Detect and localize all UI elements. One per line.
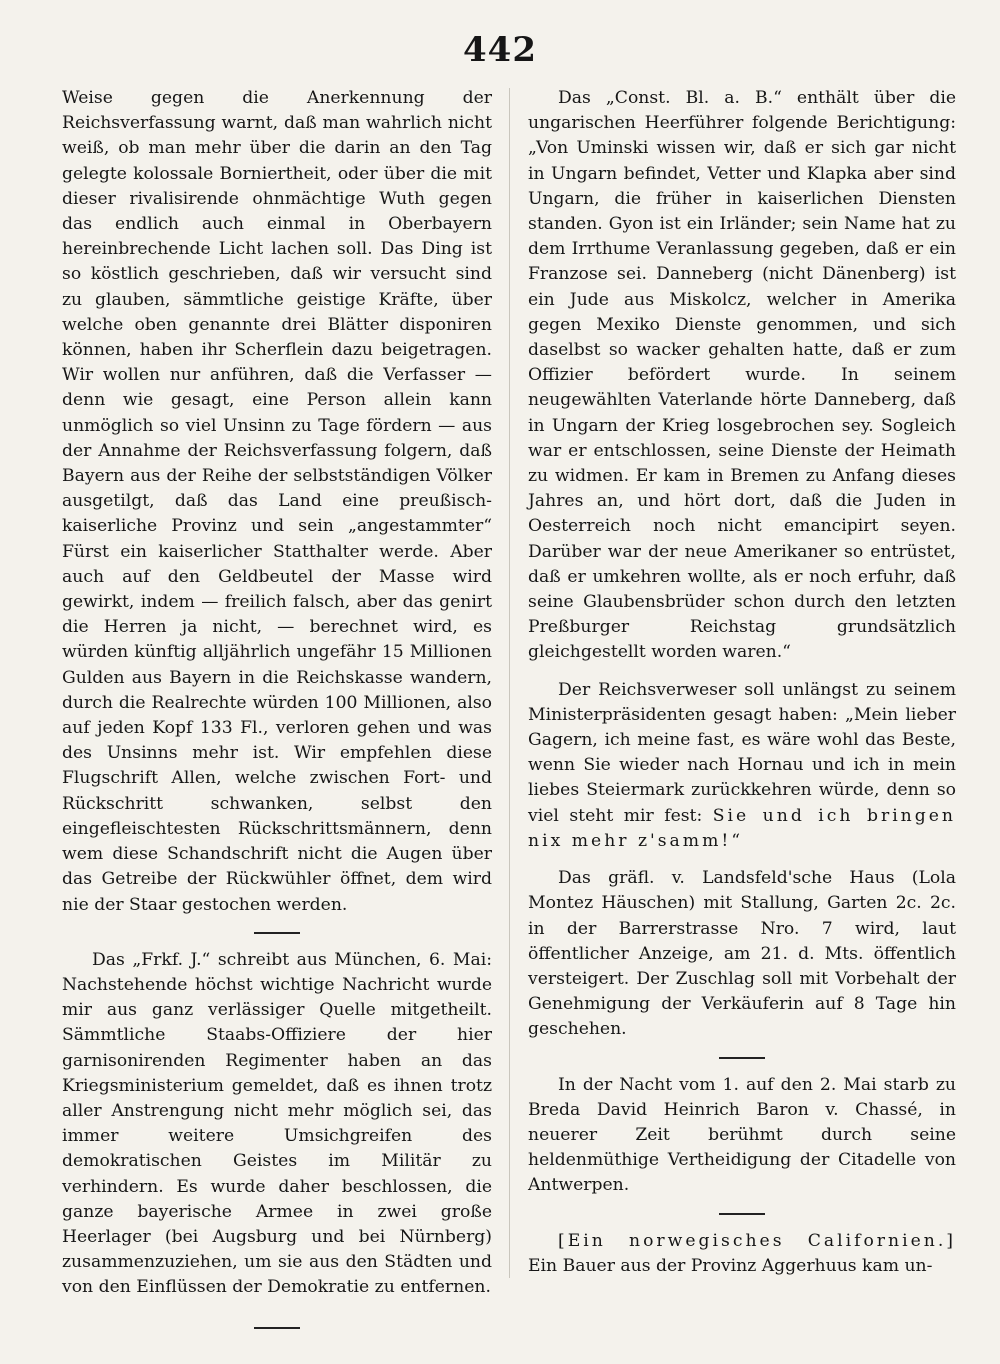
norwegian-california-heading: [Ein norwegisches Californien.]: [558, 1230, 956, 1251]
article-separator: [254, 1327, 300, 1329]
page-number: 442: [463, 30, 537, 70]
article-reichsverweser: [528, 678, 956, 854]
article-norwegian-california: [528, 1229, 956, 1279]
article-separator: [719, 1057, 765, 1059]
article-landsfeld-house: Das gräfl. v. Landsfeld'sche Haus (Lola Montez Häuschen) mit Stallung, Garten 2c. 2c. in der Barrerstrasse Nro. 7 wird, laut öffentlicher Anzeige, am 21. d. Mts. öffentlich versteigert. Der Zuschlag soll mit Vorbehalt der Genehmigung der Verkäuferin auf 8 Tage hin geschehen.: [528, 868, 956, 1040]
article-baron-chasse: In der Nacht vom 1. auf den 2. Mai starb zu Breda David Heinrich Baron v. Chassé, in neuerer Zeit berühmt durch seine heldenmüthige Vertheidigung der Citadelle von Antwerpen.: [528, 1074, 956, 1196]
article-separator: [254, 932, 300, 934]
article-hungarian-commanders: Das „Const. Bl. a. B.“ enthält über die ungarischen Heerführer folgende Berichtigung: „Von Uminski wissen wir, daß er sich gar nicht in Ungarn befindet, Vetter und Klapka aber sind Ungarn, die früher in kaiserlichen Diensten standen. Gyon ist ein Irländer; sein Name hat zu dem Irrthume Veranlassung gegeben, daß er ein Franzose sei. Danneberg (nicht Dänenberg) ist ein Jude aus Miskolcz, welcher in Amerika gegen Mexiko Dienste genommen, und sich daselbst so wacker gehalten hatte, daß er zum Offizier befördert wurde. In seinem neugewählten Vaterlande hörte Danneberg, daß in Ungarn der Krieg losgebrochen sey. Sogleich war er entschlossen, seine Dienste der Heimath zu widmen. Er kam in Bremen zu Anfang dieses Jahres an, und hört dort, daß die Juden in Oesterreich noch nicht emancipirt seyen. Darüber war der neue Amerikaner so entrüstet, daß er umkehren wollte, als er noch erfuhr, daß seine Glaubensbrüder schon durch den letzten Preßburger Reichstag grundsätzlich gleichgestellt worden waren.“: [528, 88, 956, 663]
article-munich-army: Das „Frkf. J.“ schreibt aus München, 6. Mai: Nachstehende höchst wichtige Nachricht wurde mir aus ganz verlässiger Quelle mitgetheilt. Sämmtliche Staabs-Offiziere der hier garnisonirenden Regimenter haben an das Kriegsministerium gemeldet, daß es ihnen trotz aller Anstrengung nicht mehr möglich sei, das immer weitere Umsichgreifen des demokratischen Geistes im Militär zu verhindern. Es wurde daher beschlossen, die ganze bayerische Armee in zwei große Heerlager (bei Augsburg und bei Nürnberg) zusammenzuziehen, um sie aus den Städten und von den Einflüssen der Demokratie zu entfernen.: [62, 949, 492, 1298]
reichsverweser-quote-end: “: [731, 830, 741, 851]
reichsverweser-quote-spaced: Sie und ich bringen nix mehr z'samm!: [528, 805, 956, 851]
article-separator: [719, 1213, 765, 1215]
column-divider: [509, 88, 510, 1278]
norwegian-california-text: Ein Bauer aus der Provinz Aggerhuus kam un-: [528, 1255, 933, 1276]
article-continued-reichsverfassung: Weise gegen die Anerkennung der Reichsverfassung warnt, daß man wahrlich nicht weiß, ob man mehr über die darin an den Tag gelegte kolossale Borniertheit, oder über die mit dieser rivalisirende ohnmächtige Wuth gegen das endlich auch einmal in Oberbayern hereinbrechende Licht lachen soll. Das Ding ist so köstlich geschrieben, daß wir versucht sind zu glauben, sämmtliche geistige Kräfte, über welche oben genannte drei Blätter disponiren können, haben ihr Scherflein dazu beigetragen. Wir wollen nur anführen, daß die Verfasser — denn wie gesagt, eine Person allein kann unmöglich so viel Unsinn zu Tage fördern — aus der Annahme der Reichsverfassung folgern, daß Bayern aus der Reihe der selbstständigen Völker ausgetilgt, daß das Land eine preußisch-kaiserliche Provinz und sein „angestammter“ Fürst ein kaiserlicher Statthalter werde. Aber auch auf den Geldbeutel der Masse wird gewirkt, indem — freilich falsch, aber das genirt die Herren ja nicht, — berechnet wird, es würden künftig alljährlich ungefähr 15 Millionen Gulden aus Bayern in die Reichskasse wandern, durch die Realrechte würden 100 Millionen, also auf jeden Kopf 133 Fl., verloren gehen und was des Unsinns mehr ist. Wir empfehlen diese Flugschrift Allen, welche zwischen Fort- und Rückschritt schwanken, selbst den eingefleischtesten Rückschrittsmännern, denn wem diese Schandschrift nicht die Augen über das Getreibe der Rückwühler öffnet, dem wird nie der Staar gestochen werden.: [62, 88, 492, 915]
right-column: [528, 86, 956, 1279]
left-column: [62, 86, 492, 1343]
reichsverweser-text: Der Reichsverweser soll unlängst zu seinem Ministerpräsidenten gesagt haben: „Mein lieber Gagern, ich meine fast, es wäre wohl das Beste, wenn Sie wieder nach Hornau und ich in mein liebes Steiermark zurückkehren würde, denn so viel steht mir fest:: [528, 679, 956, 826]
